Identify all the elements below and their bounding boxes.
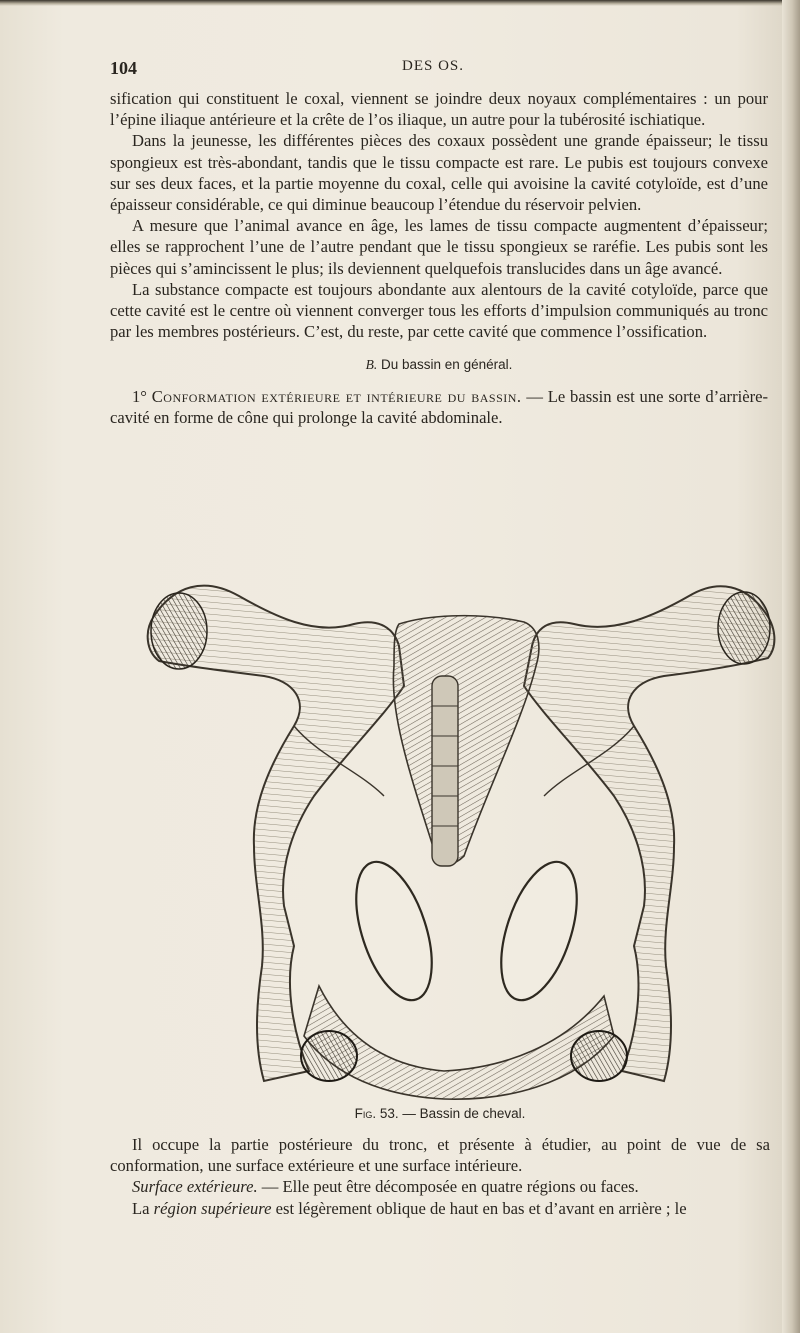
pelvis-illustration <box>144 566 776 1104</box>
figure-label: Fig. 53. <box>354 1106 399 1121</box>
running-head: DES OS. <box>402 58 465 74</box>
section-letter: B. <box>365 357 378 373</box>
subsection-number: 1° <box>132 386 147 406</box>
left-obturator-foramen <box>341 853 446 1010</box>
paragraph-2: Dans la jeunesse, les différentes pièces des coxaux possèdent une grande épaisseur; le tissu spongieux est très-abondant, tandis que le tissu compacte est rare. Le pubis est toujours convexe sur ses deux faces, et la partie moyenne du coxal, celle qui avoisine la cavité cotyloïde, est d’une épaisseur considérable, ce qui diminue beaucoup l’étendue du réservoir pelvien. <box>110 131 768 215</box>
paragraph-7-pre: La <box>132 1198 154 1218</box>
paragraph-6 <box>110 1176 770 1197</box>
paragraph-5: Il occupe la partie postérieure du tronc, et présente à étudier, au point de vue de sa conformation, une surface extérieure et une surface intérieure. <box>110 1135 770 1176</box>
paragraph-1: sification qui constituent le coxal, viennent se joindre deux noyaux complémentaires : un pour l’épine iliaque antérieure et la crête de l’os iliaque, un autre pour la tubérosité ischiatique. <box>110 89 768 130</box>
main-text-continued <box>110 1134 770 1219</box>
figure-caption <box>110 1106 770 1121</box>
left-wing-tip <box>151 593 207 669</box>
section-title <box>110 354 768 375</box>
paragraph-7-text: est légèrement oblique de haut en bas et d’avant en arrière ; le <box>271 1198 687 1218</box>
right-wing-tip <box>718 592 770 664</box>
paragraph-6-text: — Elle peut être décomposée en quatre régions ou faces. <box>257 1177 639 1197</box>
subsection-text: — Le bassin est une sorte d’arrière-cavité en forme de cône qui prolonge la cavité abdominale. <box>110 386 768 427</box>
paragraph-3: A mesure que l’animal avance en âge, les lames de tissu compacte augmentent d’épaisseur; elles se rapprochent l’une de l’autre pendant que le tissu spongieux se raréfie. Les pubis sont les pièces qui s’amincissent le plus; ils deviennent quelquefois translucides dans un âge avancé. <box>110 216 768 278</box>
left-acetabulum <box>301 1031 357 1081</box>
page-edge <box>782 0 800 1333</box>
right-obturator-foramen <box>486 853 591 1010</box>
sacrum <box>393 616 539 864</box>
paragraph-4: La substance compacte est toujours abondante aux alentours de la cavité cotyloïde, parce que cette cavité est le centre où viennent converger tous les efforts d’impulsion communiqués au tronc par les membres postérieurs. C’est, du reste, par cette cavité que commence l’ossification. <box>110 279 768 342</box>
page-header <box>110 58 770 84</box>
surface-exterieure-heading: Surface extérieure. <box>132 1177 258 1197</box>
paragraph-7 <box>110 1198 770 1219</box>
sacral-vertebrae <box>432 676 458 866</box>
scan-top-shadow <box>0 0 800 6</box>
main-text <box>110 88 768 428</box>
right-acetabulum <box>571 1031 627 1081</box>
page-number: 104 <box>110 58 137 78</box>
figure-caption-text: — Bassin de cheval. <box>398 1106 526 1121</box>
subsection-paragraph <box>110 386 768 428</box>
subsection-heading: Conformation extérieure et intérieure du bassin. <box>151 386 522 406</box>
section-heading: Du bassin en général. <box>381 357 513 373</box>
region-superieure-term: région supérieure <box>153 1198 272 1218</box>
